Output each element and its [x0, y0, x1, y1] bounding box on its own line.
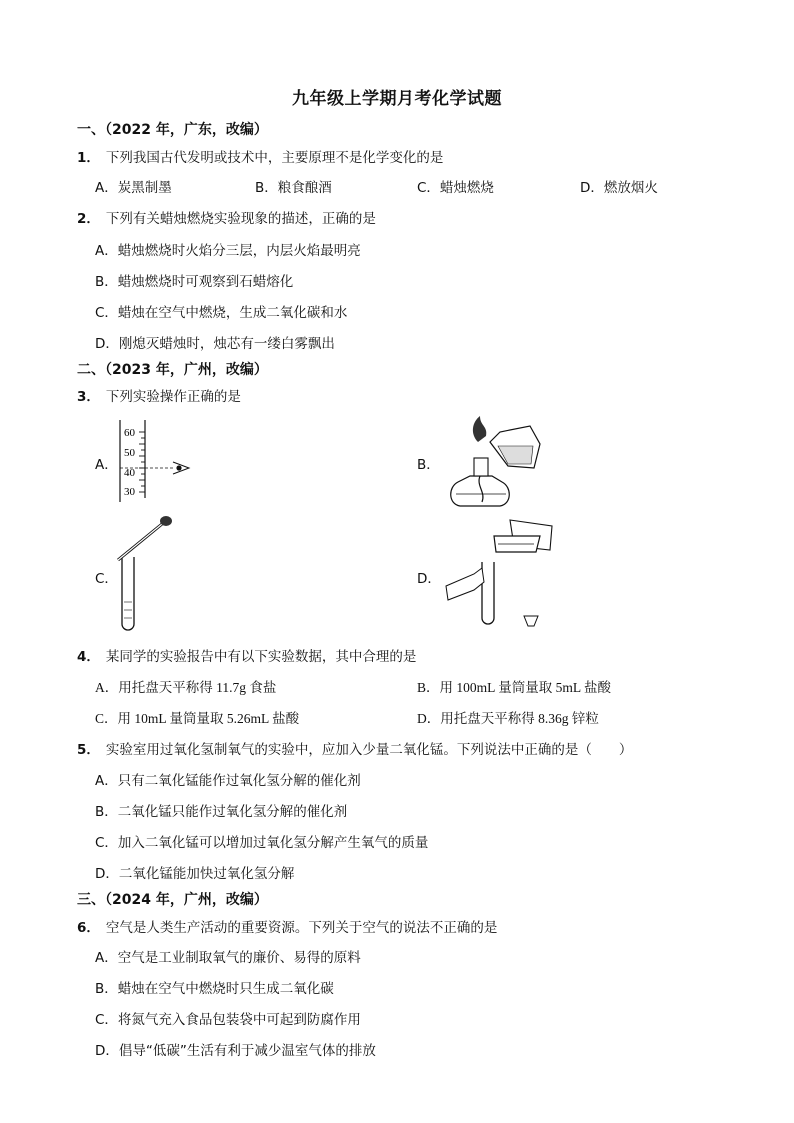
- figure-dropper-tube: [110, 512, 180, 634]
- q2-option-d: D．刚熄灭蜡烛时，烛芯有一缕白雾飘出: [95, 336, 335, 352]
- question-stem: 某同学的实验报告中有以下实验数据，其中合理的是: [105, 649, 417, 665]
- question-5: [77, 738, 632, 758]
- question-stem: 下列我国古代发明或技术中，主要原理不是化学变化的是: [105, 150, 444, 166]
- question-2: [77, 207, 376, 227]
- question-stem: 下列有关蜡烛燃烧实验现象的描述，正确的是: [105, 211, 376, 227]
- q1-option-c: C．蜡烛燃烧: [417, 180, 494, 196]
- q6-option-a: A．空气是工业制取氧气的廉价、易得的原料: [95, 950, 361, 966]
- q6-option-b: B．蜡烛在空气中燃烧时只生成二氧化碳: [95, 981, 334, 997]
- question-number: 3．: [77, 389, 100, 405]
- q4-option-a: A．用托盘天平称得 11.7g 食盐: [95, 680, 277, 695]
- q5-option-c: C．加入二氧化锰可以增加过氧化氢分解产生氧气的质量: [95, 835, 429, 851]
- question-number: 5．: [77, 742, 100, 758]
- page-title: 九年级上学期月考化学试题: [292, 89, 502, 109]
- question-stem: 空气是人类生产活动的重要资源。下列关于空气的说法不正确的是: [105, 920, 498, 936]
- q4-option-b: B．用 100mL 量筒量取 5mL 盐酸: [417, 680, 611, 695]
- q1-option-a: A．炭黑制墨: [95, 180, 172, 196]
- tick-label: 30: [124, 486, 135, 498]
- tick-label: 60: [124, 427, 135, 439]
- question-number: 6．: [77, 920, 100, 936]
- q6-option-c: C．将氮气充入食品包装袋中可起到防腐作用: [95, 1012, 361, 1028]
- question-6: [77, 916, 497, 936]
- q6-option-d: D．倡导“低碳”生活有利于减少温室气体的排放: [95, 1043, 376, 1059]
- question-number: 2．: [77, 211, 100, 227]
- q3-option-a: A．: [95, 457, 118, 473]
- q3-option-b: B．: [417, 457, 440, 473]
- section-heading-1: 一、（2022 年，广东，改编）: [77, 122, 268, 138]
- tick-label: 40: [124, 467, 135, 479]
- question-stem: 下列实验操作正确的是: [105, 389, 241, 405]
- question-1: [77, 146, 443, 166]
- q4-option-c: C．用 10mL 量筒量取 5.26mL 盐酸: [95, 711, 300, 726]
- q2-option-a: A．蜡烛燃烧时火焰分三层，内层火焰最明亮: [95, 243, 361, 259]
- eye-icon: [176, 465, 181, 470]
- q1-option-d: D．燃放烟火: [580, 180, 658, 196]
- section-heading-3: 三、（2024 年，广州，改编）: [77, 892, 268, 908]
- question-3: [77, 385, 241, 405]
- tick-label: 50: [124, 447, 135, 459]
- figure-cylinder-reading: [115, 418, 195, 503]
- q5-option-a: A．只有二氧化锰能作过氧化氢分解的催化剂: [95, 773, 361, 789]
- question-number: 1．: [77, 150, 100, 166]
- figure-pouring-solid: [440, 516, 570, 632]
- q5-option-d: D．二氧化锰能加快过氧化氢分解: [95, 866, 295, 882]
- q2-option-b: B．蜡烛燃烧时可观察到石蜡熔化: [95, 274, 294, 290]
- q3-option-c: C．: [95, 571, 118, 587]
- q3-option-d: D．: [417, 571, 441, 587]
- q5-option-b: B．二氧化锰只能作过氧化氢分解的催化剂: [95, 804, 348, 820]
- question-number: 4．: [77, 649, 100, 665]
- q4-option-d: D．用托盘天平称得 8.36g 锌粒: [417, 711, 599, 726]
- question-4: [77, 645, 416, 665]
- section-heading-2: 二、（2023 年，广州，改编）: [77, 362, 268, 378]
- q1-option-b: B．粮食酿酒: [255, 180, 332, 196]
- q2-option-c: C．蜡烛在空气中燃烧，生成二氧化碳和水: [95, 305, 348, 321]
- question-stem: 实验室用过氧化氢制氧气的实验中，应加入少量二氧化锰。下列说法中正确的是（ ）: [105, 742, 633, 758]
- figure-alcohol-lamp: [438, 412, 548, 508]
